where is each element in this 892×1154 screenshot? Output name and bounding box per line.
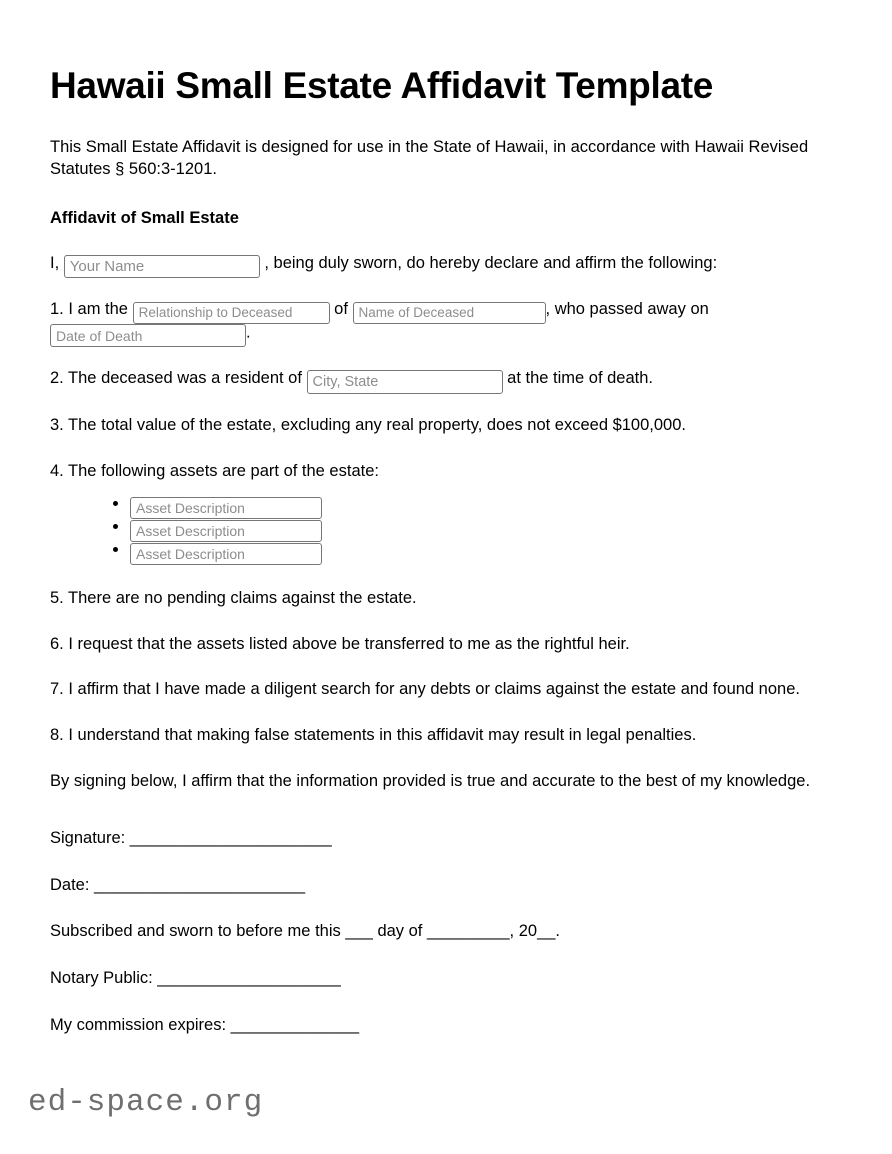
clause-2-text-b: at the time of death. bbox=[507, 369, 653, 388]
clause-1-text-b: of bbox=[334, 300, 348, 319]
list-item bbox=[130, 520, 842, 542]
bullet-icon bbox=[113, 501, 118, 506]
asset-description-input-3[interactable] bbox=[130, 543, 322, 565]
bullet-icon bbox=[113, 524, 118, 529]
date-line: Date: _______________________ bbox=[50, 875, 306, 894]
notary-public-line: Notary Public: ____________________ bbox=[50, 969, 341, 988]
list-item bbox=[130, 497, 842, 519]
city-state-input[interactable] bbox=[307, 370, 503, 394]
site-watermark: ed-space.org bbox=[28, 1085, 264, 1120]
list-item bbox=[130, 543, 842, 565]
asset-description-input-1[interactable] bbox=[130, 497, 322, 519]
sworn-statement-line: Subscribed and sworn to before me this ___ day of _________, 20__. bbox=[50, 922, 561, 941]
attestation-paragraph: By signing below, I affirm that the information provided is true and accurate to the best of my knowledge. bbox=[50, 771, 811, 790]
bullet-icon bbox=[113, 547, 118, 552]
clause-7: 7. I affirm that I have made a diligent search for any debts or claims against the estate and found none. bbox=[50, 680, 800, 699]
declaration-line bbox=[50, 252, 842, 275]
page-title: Hawaii Small Estate Affidavit Template bbox=[50, 65, 714, 106]
clause-6: 6. I request that the assets listed above be transferred to me as the rightful heir. bbox=[50, 634, 630, 653]
clause-1 bbox=[50, 298, 842, 344]
date-of-death-input[interactable] bbox=[50, 324, 246, 347]
clause-5: 5. There are no pending claims against the estate. bbox=[50, 588, 417, 607]
deceased-name-input[interactable] bbox=[353, 302, 546, 324]
section-heading-affidavit: Affidavit of Small Estate bbox=[50, 208, 239, 227]
intro-paragraph: This Small Estate Affidavit is designed for use in the State of Hawaii, in accordance with Hawaii Revised Statutes § 560:3-1201. bbox=[50, 138, 809, 179]
clause-1-text-d: . bbox=[246, 323, 251, 342]
clause-1-number: 1. bbox=[50, 300, 64, 319]
asset-description-input-2[interactable] bbox=[130, 520, 322, 542]
clause-3: 3. The total value of the estate, excluding any real property, does not exceed $100,000. bbox=[50, 416, 686, 435]
clause-1-text-c: , who passed away on bbox=[545, 300, 709, 319]
commission-expires-line: My commission expires: ______________ bbox=[50, 1015, 360, 1034]
assets-list bbox=[50, 497, 842, 565]
clause-2-text-a: 2. The deceased was a resident of bbox=[50, 369, 302, 388]
declaration-suffix: , being duly sworn, do hereby declare and affirm the following: bbox=[264, 254, 718, 273]
clause-4: 4. The following assets are part of the estate: bbox=[50, 462, 379, 481]
clause-2 bbox=[50, 367, 842, 391]
clause-1-text-a: I am the bbox=[68, 300, 128, 319]
relationship-input[interactable] bbox=[133, 302, 330, 324]
signature-line: Signature: ______________________ bbox=[50, 828, 332, 847]
declaration-prefix: I, bbox=[50, 254, 60, 273]
your-name-input[interactable] bbox=[64, 255, 260, 278]
clause-8: 8. I understand that making false statements in this affidavit may result in legal penalties. bbox=[50, 726, 697, 745]
